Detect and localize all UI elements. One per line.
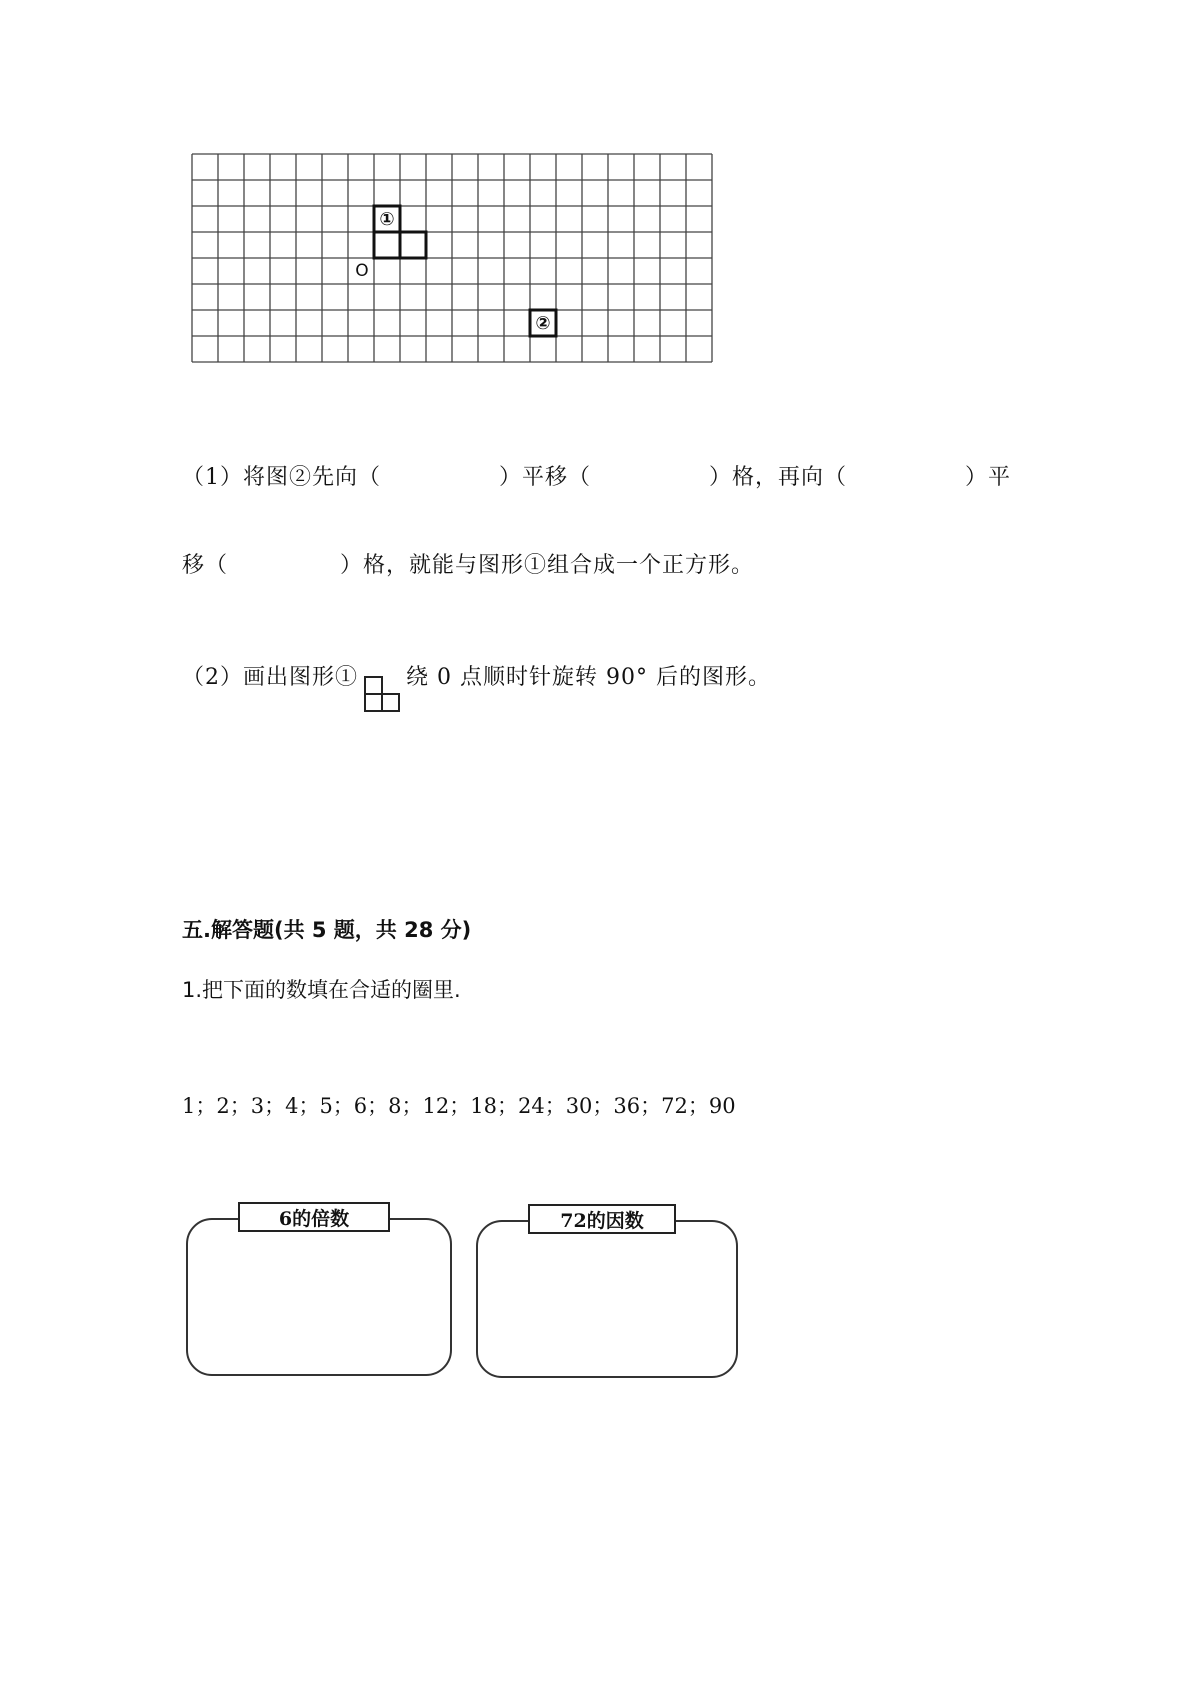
point-o-label: O (355, 261, 369, 281)
box-multiples-of-6-title: 6的倍数 (238, 1202, 390, 1232)
question-1-line-1 (182, 460, 1011, 491)
question-1-text-c: ）格，再向（ (709, 465, 848, 490)
shape-1-thumbnail (364, 676, 404, 716)
box-multiples-of-6[interactable] (186, 1218, 452, 1376)
box-factors-of-72[interactable] (476, 1220, 738, 1378)
shape-2-label: ② (535, 313, 551, 334)
question-1-text-e: 移（ (182, 553, 229, 578)
problem-1-numbers: 1；2；3；4；5；6；8；12；18；24；30；36；72；90 (182, 1094, 736, 1118)
box-factors-of-72-title: 72的因数 (528, 1204, 676, 1234)
section-title: 五.解答题(共 5 题，共 28 分) (182, 918, 472, 942)
shape-1-label: ① (379, 209, 395, 230)
question-1-line-2 (182, 548, 754, 579)
grid-figure (190, 152, 720, 372)
problem-1-title: 1.把下面的数填在合适的圈里. (182, 978, 461, 1002)
question-2-text-b: 绕 0 点顺时针旋转 90° 后的图形。 (406, 665, 771, 690)
question-1-text-d: ）平 (965, 465, 1012, 490)
question-2-text-a: （2）画出图形① (182, 665, 358, 690)
question-1-text-b: ）平移（ (499, 465, 592, 490)
question-1-text-f: ）格，就能与图形①组合成一个正方形。 (340, 553, 755, 578)
shape-1-bottom-left-cell (374, 232, 400, 258)
question-2-line (182, 660, 771, 691)
question-1-text-a: （1）将图②先向（ (182, 465, 381, 490)
shape-1-bottom-right-cell (400, 232, 426, 258)
